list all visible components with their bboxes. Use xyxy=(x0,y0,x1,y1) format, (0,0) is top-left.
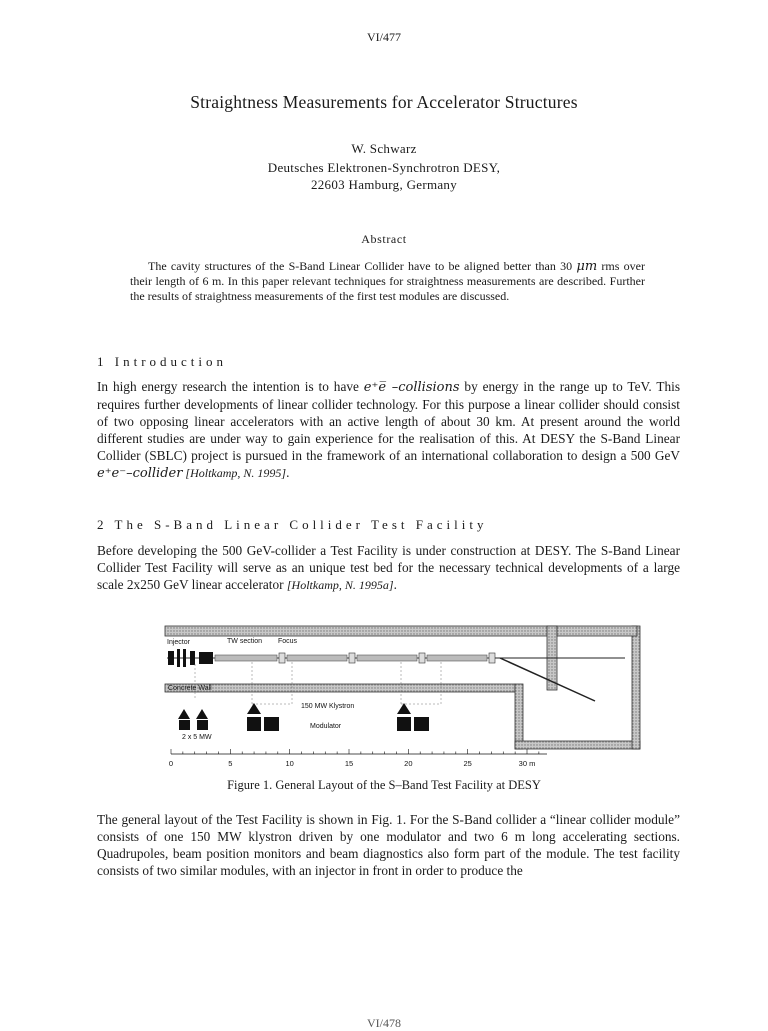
modulator-2b xyxy=(414,717,429,731)
injector-block-3 xyxy=(183,649,186,667)
scale-label-30: 30 m xyxy=(518,759,536,768)
top-wall xyxy=(165,626,557,636)
abstract-heading: Abstract xyxy=(361,232,407,246)
intro-end: . xyxy=(286,465,290,480)
paper-title: Straightness Measurements for Accelerator Structures xyxy=(190,92,578,112)
tw-section-4 xyxy=(427,655,487,661)
label-tw-section: TW section xyxy=(227,638,263,645)
label-focus: Focus xyxy=(278,638,298,645)
klystron-1 xyxy=(247,703,261,714)
focus-3 xyxy=(419,653,425,663)
next-page-number: VI/478 xyxy=(367,1016,401,1030)
s2-citation: [Holtkamp, N. 1995a] xyxy=(286,578,394,592)
pit-wall-right xyxy=(632,626,640,749)
scale-label-20: 20 xyxy=(404,759,413,768)
section-1-heading: 1 Introduction xyxy=(97,354,228,369)
tw-section-3 xyxy=(357,655,417,661)
injector-block-1 xyxy=(168,651,174,665)
label-injector: Injector xyxy=(167,639,190,646)
section-2-heading: 2 The S-Band Linear Collider Test Facility xyxy=(97,517,488,532)
focus-2 xyxy=(349,653,355,663)
abstract-text-a: The cavity structures of the S-Band Linear Collider have to be aligned better than 30 xyxy=(148,259,577,273)
intro-math-2: e⁺e⁻–collider xyxy=(97,466,183,481)
s2-end: . xyxy=(393,577,397,592)
label-modulator: Modulator xyxy=(310,723,342,730)
top-wall-ext xyxy=(557,626,637,636)
intro-math-1: e⁺e̅ –collisions xyxy=(363,380,460,395)
scale-label-25: 25 xyxy=(463,759,472,768)
label-2x5mw: 2 x 5 MW xyxy=(182,734,212,741)
focus-4 xyxy=(489,653,495,663)
page-number: VI/477 xyxy=(367,30,401,44)
klystron-2 xyxy=(397,703,411,714)
author-affiliation: Deutsches Elektronen-Synchrotron DESY, xyxy=(267,160,501,175)
figure-1-layout xyxy=(155,606,645,776)
scale-label-0: 0 xyxy=(168,759,174,768)
scale-ticks xyxy=(169,749,539,768)
injector-block-2 xyxy=(177,649,180,667)
author-name: W. Schwarz xyxy=(351,141,417,156)
pit-wall-bottom xyxy=(515,741,640,749)
klystron-small-2 xyxy=(196,709,208,719)
modulator-small-2 xyxy=(197,720,208,730)
modulator-1b xyxy=(264,717,279,731)
scale-label-5: 5 xyxy=(228,759,233,768)
pit-wall-left xyxy=(515,684,523,749)
figure-1-caption: Figure 1. General Layout of the S–Band Test Facility at DESY xyxy=(227,778,541,792)
intro-citation: [Holtkamp, N. 1995] xyxy=(182,466,287,480)
injector-block-4 xyxy=(190,651,195,665)
s2-text-a: Before developing the 500 GeV-collider a Test Facility is under construction at DESY. The S-Band Linear Collider Test Facility will serve as an unique test bed for the necessary technical developments of a large scale 2x250 GeV linear accelerator xyxy=(97,543,680,592)
tw-section-1 xyxy=(215,655,277,661)
abstract-text-b: rms over their length of 6 m. In this paper relevant techniques for straightness measurements are described. Further the results of straightness measurements of the first test modules are discussed. xyxy=(130,259,645,303)
paragraph-3: The general layout of the Test Facility is shown in Fig. 1. For the S-Band collider a “linear collider module” consists of one 150 MW klystron driven by one modulator and two 6 m long accelerating sections. Quadrupoles, beam position monitors and beam diagnostics also form part of the module. The test facility consists of two similar modules, with an injector in front in order to produce the xyxy=(97,812,680,878)
klystron-small-1 xyxy=(178,709,190,719)
abstract-unit: μm xyxy=(576,259,598,274)
focus-1 xyxy=(279,653,285,663)
concrete-wall xyxy=(165,684,515,692)
injector-block-5 xyxy=(199,652,213,664)
label-concrete-wall: Concrete Wall xyxy=(168,685,212,692)
scale-label-10: 10 xyxy=(285,759,294,768)
label-klystron: 150 MW Klystron xyxy=(301,703,355,710)
intro-text-b: by energy in the range up to TeV. This requires further developments of linear collider technology. For this purpose a linear collider should consist of two opposing linear accelerators with an active length of about 30 km. At present around the world different studies are under way to gain experience for the realisation of this. At DESY the S-Band Linear Collider (SBLC) project is pursued in the framework of an international collaboration to design a 500 GeV xyxy=(97,379,681,463)
modulator-1a xyxy=(247,717,261,731)
modulator-2a xyxy=(397,717,411,731)
scale-label-15: 15 xyxy=(344,759,354,768)
author-address: 22603 Hamburg, Germany xyxy=(310,177,458,192)
intro-text-a: In high energy research the intention is to have xyxy=(97,379,364,394)
section-2-paragraph xyxy=(97,542,680,594)
modulator-small-1 xyxy=(179,720,190,730)
section-1-paragraph xyxy=(97,378,680,482)
abstract-text xyxy=(130,259,645,304)
tw-section-2 xyxy=(287,655,347,661)
